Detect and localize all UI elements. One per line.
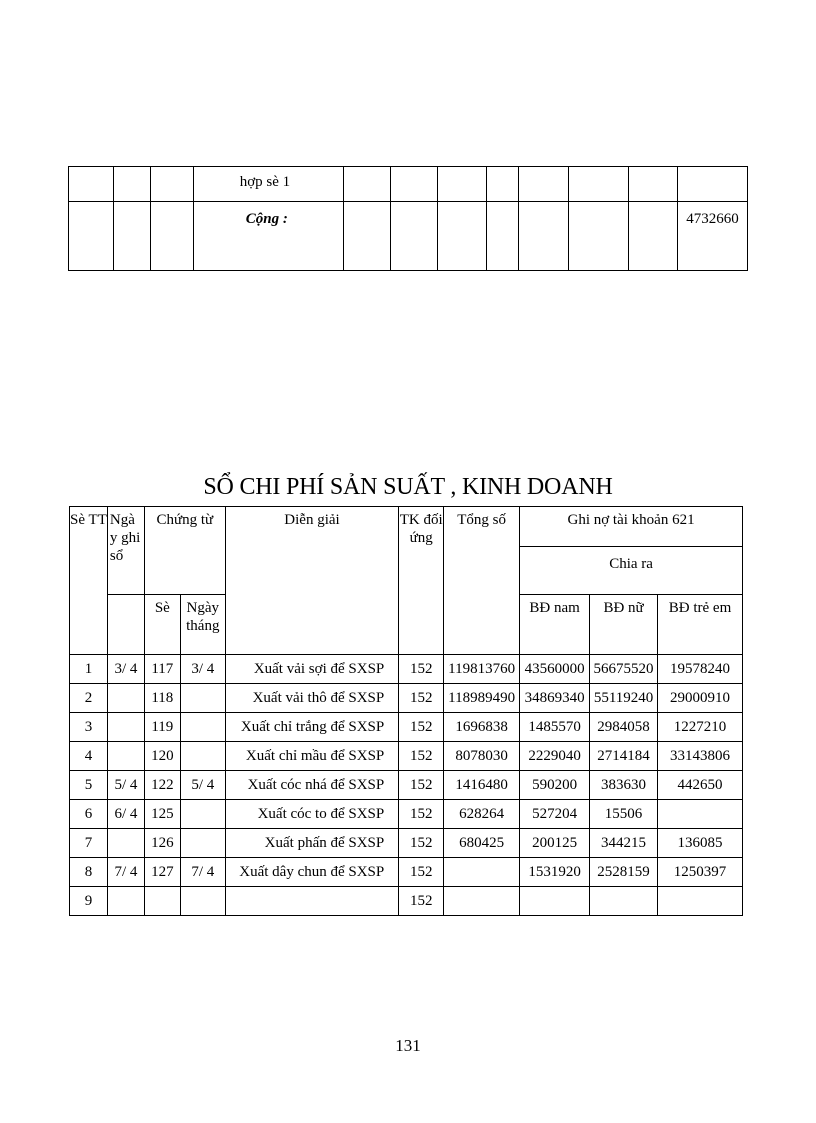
page-number: 131: [395, 1036, 421, 1055]
cell-stt: 2: [70, 684, 108, 713]
cell-bd-nu: 383630: [590, 771, 658, 800]
cell-bd-tre-em: 29000910: [658, 684, 743, 713]
cell-bd-nam: 43560000: [520, 655, 590, 684]
cell-stt: 6: [70, 800, 108, 829]
header-bd-nam: BĐ nam: [520, 595, 590, 655]
table-row: [70, 684, 743, 713]
cell-bd-nu: 15506: [590, 800, 658, 829]
cell-ngay-thang: 3/ 4: [180, 655, 225, 684]
cell-ngay-thang: [180, 713, 225, 742]
header-bd-tre-em: BĐ trẻ em: [658, 595, 743, 655]
cell-dien-giai: [225, 887, 398, 916]
table-row: [70, 713, 743, 742]
cell-stt: 9: [70, 887, 108, 916]
cell-bd-nu: 56675520: [590, 655, 658, 684]
cell-bd-nu: 55119240: [590, 684, 658, 713]
cell-dien-giai: Xuất vải sợi để SXSP: [225, 655, 398, 684]
cell-bd-nam: 1485570: [520, 713, 590, 742]
cell-bd-tre-em: 19578240: [658, 655, 743, 684]
cell-tk: 152: [399, 829, 444, 858]
cell-bd-tre-em: 1227210: [658, 713, 743, 742]
top-row-dien-giai: hợp sè 1: [193, 167, 343, 202]
cell-ngay: [107, 742, 144, 771]
cell-dien-giai: Xuất vải thô để SXSP: [225, 684, 398, 713]
table-row: [70, 771, 743, 800]
cell-tk: 152: [399, 771, 444, 800]
cell-ngay-thang: [180, 800, 225, 829]
cell-bd-nu: 2984058: [590, 713, 658, 742]
cell-so: 119: [144, 713, 180, 742]
cell-ngay-thang: [180, 887, 225, 916]
cell-bd-tre-em: 33143806: [658, 742, 743, 771]
cell-tk: 152: [399, 684, 444, 713]
cell-ngay-thang: [180, 829, 225, 858]
cell-dien-giai: Xuất chỉ mầu để SXSP: [225, 742, 398, 771]
cell-ngay-thang: [180, 684, 225, 713]
cell-dien-giai: Xuất cóc to để SXSP: [225, 800, 398, 829]
cell-tk: 152: [399, 800, 444, 829]
cell-tong-so: [444, 858, 520, 887]
table-row: [70, 655, 743, 684]
header-dien-giai: Diễn giải: [225, 507, 398, 655]
cell-tong-so: 628264: [444, 800, 520, 829]
cell-tk: 152: [399, 858, 444, 887]
cell-tong-so: 119813760: [444, 655, 520, 684]
cell-dien-giai: Xuất dây chun để SXSP: [225, 858, 398, 887]
cell-stt: 1: [70, 655, 108, 684]
cell-ngay-thang: 7/ 4: [180, 858, 225, 887]
cell-tong-so: 1696838: [444, 713, 520, 742]
cell-ngay: [107, 713, 144, 742]
cell-ngay-thang: [180, 742, 225, 771]
table-row: [70, 742, 743, 771]
cell-ngay: 6/ 4: [107, 800, 144, 829]
cell-so: [144, 887, 180, 916]
cell-bd-tre-em: 442650: [658, 771, 743, 800]
cell-stt: 8: [70, 858, 108, 887]
cell-tk: 152: [399, 742, 444, 771]
cell-tong-so: 1416480: [444, 771, 520, 800]
cell-ngay: [107, 829, 144, 858]
cell-tk: 152: [399, 713, 444, 742]
cell-bd-nam: 527204: [520, 800, 590, 829]
cell-so: 117: [144, 655, 180, 684]
cell-bd-nam: [520, 887, 590, 916]
cell-tong-so: 680425: [444, 829, 520, 858]
cell-bd-nu: 344215: [590, 829, 658, 858]
table-row: [70, 858, 743, 887]
header-tk-doi-ung: TK đối ứng: [399, 507, 444, 655]
cell-ngay: 3/ 4: [107, 655, 144, 684]
header-chia-ra: Chia ra: [520, 547, 743, 595]
top-table: [68, 166, 748, 271]
total-value: 4732660: [677, 202, 747, 271]
header-chung-tu: Chứng từ: [144, 507, 225, 595]
cell-bd-nam: 2229040: [520, 742, 590, 771]
cell-ngay-thang: 5/ 4: [180, 771, 225, 800]
cell-ngay: [107, 887, 144, 916]
cell-tong-so: [444, 887, 520, 916]
header-stt: Sè TT: [70, 507, 108, 655]
cell-ngay: 7/ 4: [107, 858, 144, 887]
cell-bd-tre-em: 1250397: [658, 858, 743, 887]
cell-bd-nu: 2528159: [590, 858, 658, 887]
cell-so: 127: [144, 858, 180, 887]
cell-tk: 152: [399, 887, 444, 916]
header-ghi-no: Ghi nợ tài khoản 621: [520, 507, 743, 547]
cell-bd-tre-em: [658, 800, 743, 829]
table-row: [70, 887, 743, 916]
total-label: Cộng :: [193, 202, 343, 271]
ledger-table: [69, 506, 743, 916]
cell-stt: 3: [70, 713, 108, 742]
cell-ngay: [107, 684, 144, 713]
cell-bd-nam: 34869340: [520, 684, 590, 713]
cell-so: 120: [144, 742, 180, 771]
cell-bd-nu: [590, 887, 658, 916]
table-row: [70, 829, 743, 858]
table-row: [70, 800, 743, 829]
cell-stt: 4: [70, 742, 108, 771]
cell-bd-nu: 2714184: [590, 742, 658, 771]
header-ngay-ghi-so: Ngà y ghi sổ: [107, 507, 144, 595]
cell-tong-so: 8078030: [444, 742, 520, 771]
cell-ngay: 5/ 4: [107, 771, 144, 800]
cell-dien-giai: Xuất chỉ trắng để SXSP: [225, 713, 398, 742]
cell-so: 122: [144, 771, 180, 800]
page-title: SỔ CHI PHÍ SẢN SUẤT , KINH DOANH: [203, 474, 613, 500]
cell-stt: 7: [70, 829, 108, 858]
cell-bd-nam: 1531920: [520, 858, 590, 887]
cell-bd-nam: 590200: [520, 771, 590, 800]
cell-bd-nam: 200125: [520, 829, 590, 858]
header-bd-nu: BĐ nữ: [590, 595, 658, 655]
header-ngay-thang: Ngày tháng: [180, 595, 225, 655]
cell-so: 125: [144, 800, 180, 829]
cell-dien-giai: Xuất phấn để SXSP: [225, 829, 398, 858]
cell-tong-so: 118989490: [444, 684, 520, 713]
cell-dien-giai: Xuất cóc nhá để SXSP: [225, 771, 398, 800]
cell-so: 126: [144, 829, 180, 858]
cell-bd-tre-em: 136085: [658, 829, 743, 858]
cell-stt: 5: [70, 771, 108, 800]
cell-so: 118: [144, 684, 180, 713]
header-tong-so: Tổng số: [444, 507, 520, 655]
header-so: Sè: [144, 595, 180, 655]
cell-tk: 152: [399, 655, 444, 684]
cell-bd-tre-em: [658, 887, 743, 916]
